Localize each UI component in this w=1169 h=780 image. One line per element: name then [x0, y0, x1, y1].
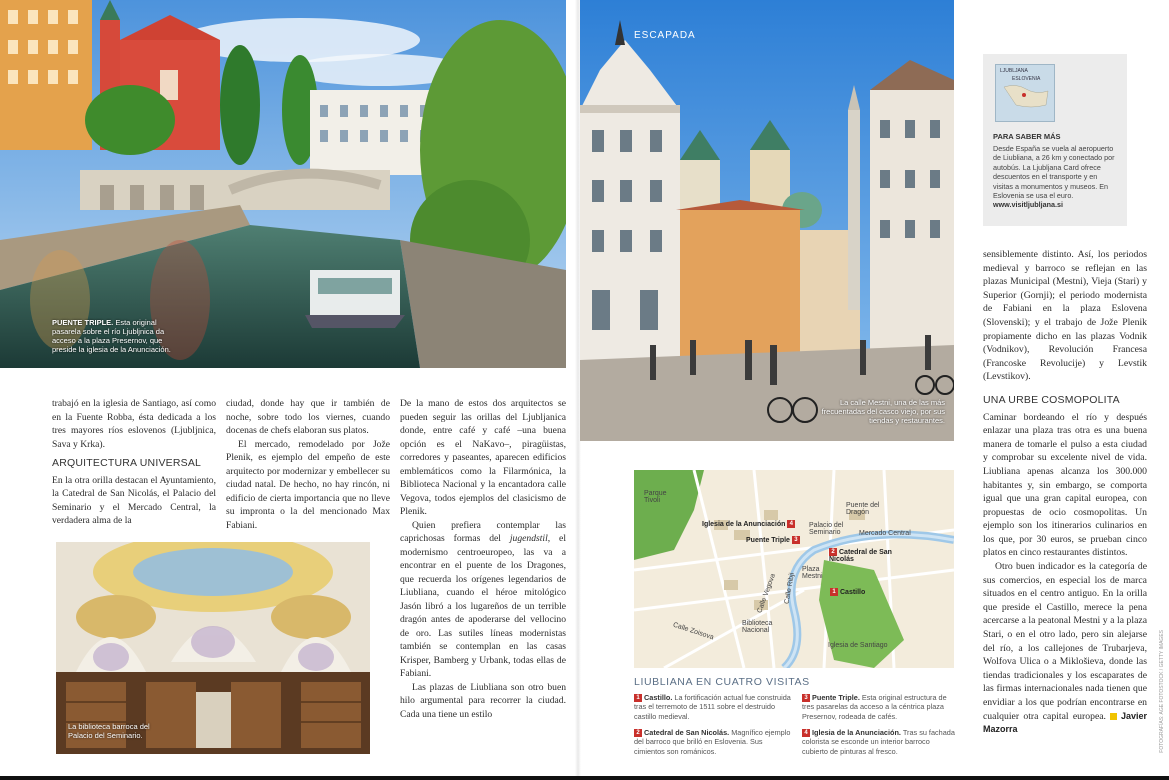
photo-mestni-caption: La calle Mestni, una de las más frecuentadas del casco viejo, por sus tiendas y restaurantes.: [821, 398, 945, 425]
col3-p2-italic: jugendstil: [509, 533, 548, 544]
col1-paragraph-2: En la otra orilla destacan el Ayuntamiento, la Catedral de San Nicolás, el Palacio del Seminario y el Mercado Central, la verdadera alma de la: [52, 474, 216, 526]
map-label-seminario: Palacio del Seminario: [809, 522, 844, 536]
map-key-item-4: [802, 728, 957, 756]
map-label-castillo: [830, 588, 865, 596]
map-label-catedral: [829, 548, 899, 563]
locator-map-title: LJUBLJANA: [1000, 68, 1028, 74]
map-label-biblioteca: Biblioteca Nacional: [742, 620, 773, 634]
map-key-title: LIUBLIANA EN CUATRO VISITAS: [634, 676, 810, 688]
photo-triple-bridge-image: [0, 0, 566, 368]
map-label-anunciacion-text: Iglesia de la Anunciación: [702, 520, 786, 528]
photo-credit: FOTOGRAFÍAS: AGE FOTOSTOCK / GETTY IMAGES: [1159, 630, 1165, 753]
photo-triple-bridge-caption: [52, 318, 187, 354]
col4-p3-text: Otro buen indicador es la categoría de sus comercios, en especial los de marca situados en el centro antiguo. En la orilla que preside el Castillo, merece la pena acercarse a la peatonal Mestni y a la plaza Stari, o en el otro lado, pero sin alejarse del río, a los callejones de Trubarjeva, Wolfova Ulica o a Miklošieva, donde las tiendas tradicionales y los escaparates de las firmas internacionales nada tienen que envidiar a los que podrían encontrarse en cualquier otra capital europea.: [983, 561, 1147, 722]
col3-paragraph-1: De la mano de estos dos arquitectos se pueden seguir las orillas del Ljubljanica donde, entre café y café –una buena opción es el NaKavo–, piragüistas, corredores y paseantes, aparecen edificios emblemáticos como la Filarmónica, la Biblioteca Nacional y la encantadora calle Vegova, todos ejemplos del clasicismo de Plenik.: [400, 398, 566, 517]
info-box-text: Desde España se vuela al aeropuerto de Liubliana, a 26 km y conectado por autobús. La Ljubljana Card ofrece descuentos en el transporte y en visitas a monumentos y museos. En Eslovenia se usa el euro.: [993, 144, 1115, 201]
col3-p2-end: , el modernismo centroeuropeo, las va a encontrar en el puente de los Dragones, que recuerda los orígenes legendarios de Liubliana, cuando el héroe mitológico Jasón libró a los lugareños de un terrible dragón antes de apoderarse del vellocino de oro. Las sutiles líneas modernistas también se contemplan en las casas Krisper, Bamberg y Urbank, todas ellas de Fabiani.: [400, 533, 566, 679]
text-column-3: [400, 397, 566, 721]
map-label-santiago: Iglesia de Santiago: [828, 642, 888, 649]
key-3-text: Esta original estructura de tres pasarelas da acceso a la céntrica plaza Presernov, rodeada de cafés.: [802, 693, 947, 721]
map-key-item-2: [634, 728, 792, 756]
photo-library: [56, 542, 370, 754]
map-label-mercado: Mercado Central: [859, 530, 911, 537]
map-label-ribja: Calle Ribji: [783, 572, 796, 605]
key-2-title: Catedral de San Nicolás.: [644, 728, 730, 737]
key-1-title: Castillo.: [644, 693, 673, 702]
map-label-puente-triple-text: Puente Triple: [746, 536, 790, 544]
key-4-title: Iglesia de la Anunciación.: [812, 728, 901, 737]
map-label-zoisova: Calle Zoisova: [671, 621, 715, 642]
locator-map-sub: ESLOVENIA: [1012, 76, 1041, 82]
map-label-mestni: Plaza Mestni: [802, 566, 823, 580]
caption-text: Esta original pasarela sobre el río Ljubljnica da acceso a la plaza Presernov, que preside la iglesia de la Anunciación.: [52, 318, 171, 354]
map-marker-2: 2: [829, 548, 837, 556]
col2-paragraph-2: El mercado, remodelado por Jože Plenik, es ejemplo del empeño de este arquitecto por modernizar y embellecer su ciudad natal. De hecho, no hay rincón, ni edificio de cierta importancia que no lleve su impronta o la del mencionado Max Fabiani.: [226, 438, 390, 531]
text-column-4: [983, 248, 1147, 737]
map-marker-1: 1: [830, 588, 838, 596]
map-label-puente-dragon: Puente del Dragón: [846, 502, 880, 516]
map-label-anunciacion: [702, 520, 797, 528]
key-marker-1: 1: [634, 694, 642, 702]
col1-paragraph-1: trabajó en la iglesia de Santiago, así como en la Fuente Robba, ésta dedicada a los tres mayores ríos eslovenos (Ljubljnica, Sava y Krka).: [52, 398, 216, 450]
key-marker-2: 2: [634, 729, 642, 737]
key-3-title: Puente Triple.: [812, 693, 860, 702]
map-label-vegova: Calle Vegova: [756, 572, 777, 615]
end-mark: [1110, 713, 1117, 720]
text-column-2: [226, 397, 390, 532]
caption-title: PUENTE TRIPLE.: [52, 318, 114, 327]
col3-paragraph-2: [400, 519, 566, 681]
col2-paragraph-1: ciudad, donde hay que ir también de noche, sobre todo los viernes, cuando docenas de chefs elaboran sus platos.: [226, 398, 390, 436]
map-label-castillo-text: Castillo: [840, 588, 866, 596]
text-column-1: [52, 397, 216, 528]
map-marker-3: 3: [792, 536, 800, 544]
heading-arquitectura: ARQUITECTURA UNIVERSAL: [52, 457, 202, 469]
key-4-text: Tras su fachada colorista se esconde un interior barroco cubierto de pinturas al fresco.: [802, 728, 955, 756]
map-label-puente-triple: [746, 536, 802, 544]
col4-paragraph-2: Caminar bordeando el río y después enlazar una plaza tras otra es una buena manera de tomarle el pulso a esta ciudad y comprobar su excelente nivel de vida. Liubliana apenas alcanza los 300.000 habitantes y, sin embargo, se comporta igual que una gran capital europea, con propuestas de ocio cosmopolitas. Un ejemplo son los itinerarios culinarios en los que, por 30 euros, se prueban cinco platos en cinco restaurantes distintos.: [983, 411, 1147, 559]
heading-urbe: UNA URBE COSMOPOLITA: [983, 393, 1120, 406]
author-name: Javier Mazorra: [983, 710, 1147, 735]
locator-map: [995, 64, 1055, 122]
col3-p2-start: Quien prefiera contemplar las caprichosas formas del: [400, 519, 566, 544]
photo-mestni-street: [580, 0, 954, 441]
section-tag: ESCAPADA: [634, 30, 696, 41]
info-box: [983, 54, 1127, 226]
map-label-park: Parque Tivoli: [644, 490, 667, 504]
map-key-item-3: [802, 693, 957, 721]
key-2-text: Magnífico ejemplo del barroco que brilló en Eslovenia. Sus cimientos son románicos.: [634, 728, 791, 756]
col3-paragraph-3: Las plazas de Liubliana son otro buen hilo argumental para recorrer la ciudad. Cada una tiene un estilo: [400, 681, 566, 720]
key-marker-4: 4: [802, 729, 810, 737]
photo-triple-bridge: [0, 0, 566, 368]
photo-mestni-street-image: [580, 0, 954, 441]
city-map: [634, 470, 954, 668]
key-marker-3: 3: [802, 694, 810, 702]
bottom-bar: [0, 776, 1169, 780]
info-box-url[interactable]: www.visitljubljana.si: [993, 200, 1064, 210]
key-1-text: La fortificación actual fue construida tras el terremoto de 1511 sobre el destruido castillo medieval.: [634, 693, 791, 721]
map-marker-4: 4: [787, 520, 795, 528]
photo-library-caption: La biblioteca barroca del Palacio del Seminario.: [68, 722, 150, 740]
map-key-item-1: [634, 693, 792, 721]
col4-paragraph-1: sensiblemente distinto. Así, los periodos medieval y barroco se reflejan en las plazas Municipal (Mestni), Vieja (Stari) y Superior (Gornji); el periodo modernista de Fabiani en la plaza Eslovena (Slovenski); y el trabajo de Jože Plenik propiamente dicho en las plazas Vodnik (Vodnikov), Revolución Francesa (Francoske Revolucije) y Levstik (Levstikov).: [983, 249, 1147, 383]
info-box-heading: PARA SABER MÁS: [993, 132, 1061, 141]
map-label-catedral-text: Catedral de San Nicolás: [829, 548, 892, 563]
locator-map-shape: [996, 65, 1054, 121]
col4-paragraph-3: [983, 560, 1147, 737]
